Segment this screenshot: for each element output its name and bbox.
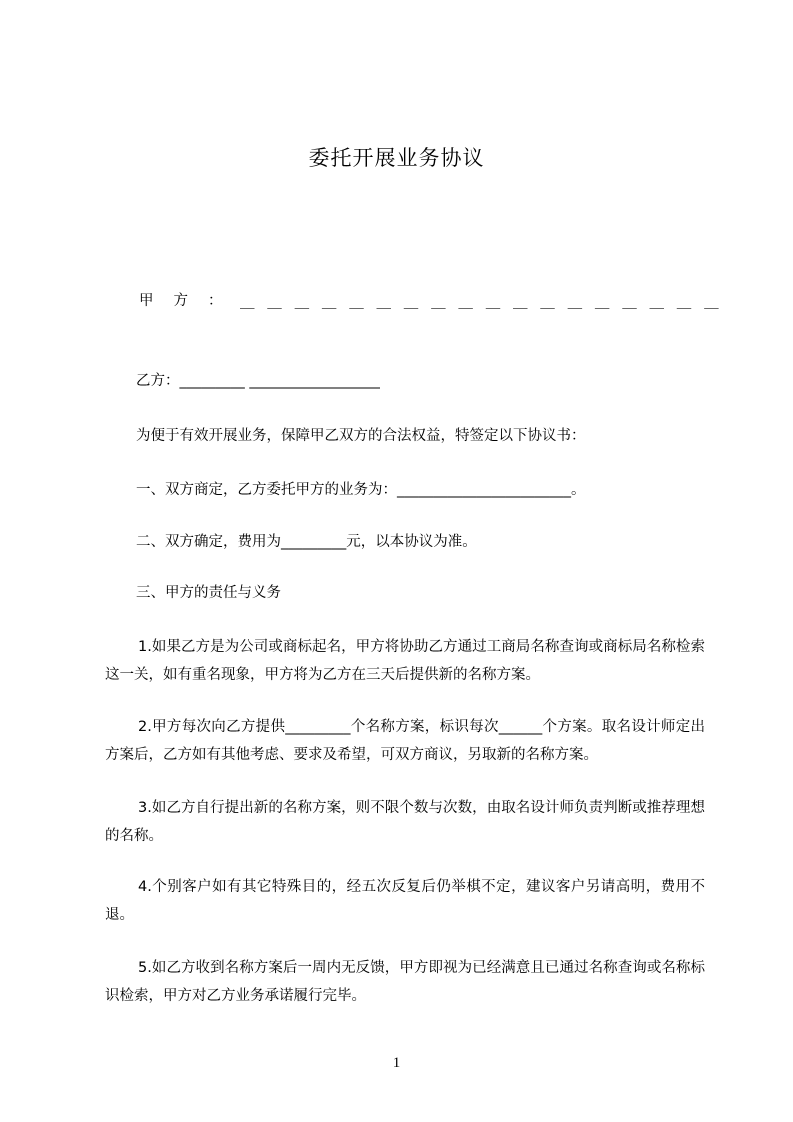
clause-2: 二、双方确定，费用为_________元，以本协议为准。	[136, 534, 477, 550]
item-1: 1.如果乙方是为公司或商标起名，甲方将协助乙方通过工商局名称查询或商标局名称检索这一关，如有重名现象，甲方将为乙方在三天后提供新的名称方案。	[105, 639, 705, 683]
item-4: 4.个别客户如有其它特殊目的，经五次反复后仍举棋不定，建议客户另请高明，费用不退。	[105, 879, 705, 923]
intro-paragraph: 为便于有效开展业务，保障甲乙双方的合法权益，特签定以下协议书：	[136, 428, 586, 444]
party-a-blank: ＿＿＿＿＿＿＿＿＿＿＿＿＿＿＿＿＿＿	[240, 295, 732, 311]
clause-1: 一、双方商定，乙方委托甲方的业务为：________________________。	[136, 482, 586, 498]
item-3: 3.如乙方自行提出新的名称方案，则不限个数与次数，由取名设计师负责判断或推荐理想的名称。	[105, 800, 705, 844]
document-title: 委托开展业务协议	[308, 146, 485, 170]
party-a-line	[136, 290, 732, 314]
party-b-line: 乙方：_________ __________________	[136, 373, 380, 389]
party-a-label: 甲方	[139, 293, 208, 309]
clause-3-heading: 三、甲方的责任与义务	[136, 585, 281, 601]
item-2: 2.甲方每次向乙方提供_________个名称方案，标识每次______个方案。取名设计师定出方案后，乙方如有其他考虑、要求及希望，可双方商议，另取新的名称方案。	[105, 719, 705, 763]
page-number: 1	[392, 1055, 401, 1071]
party-a-colon: ：	[208, 293, 223, 309]
item-5: 5.如乙方收到名称方案后一周内无反馈，甲方即视为已经满意且已通过名称查询或名称标识检索，甲方对乙方业务承诺履行完毕。	[105, 960, 705, 1004]
